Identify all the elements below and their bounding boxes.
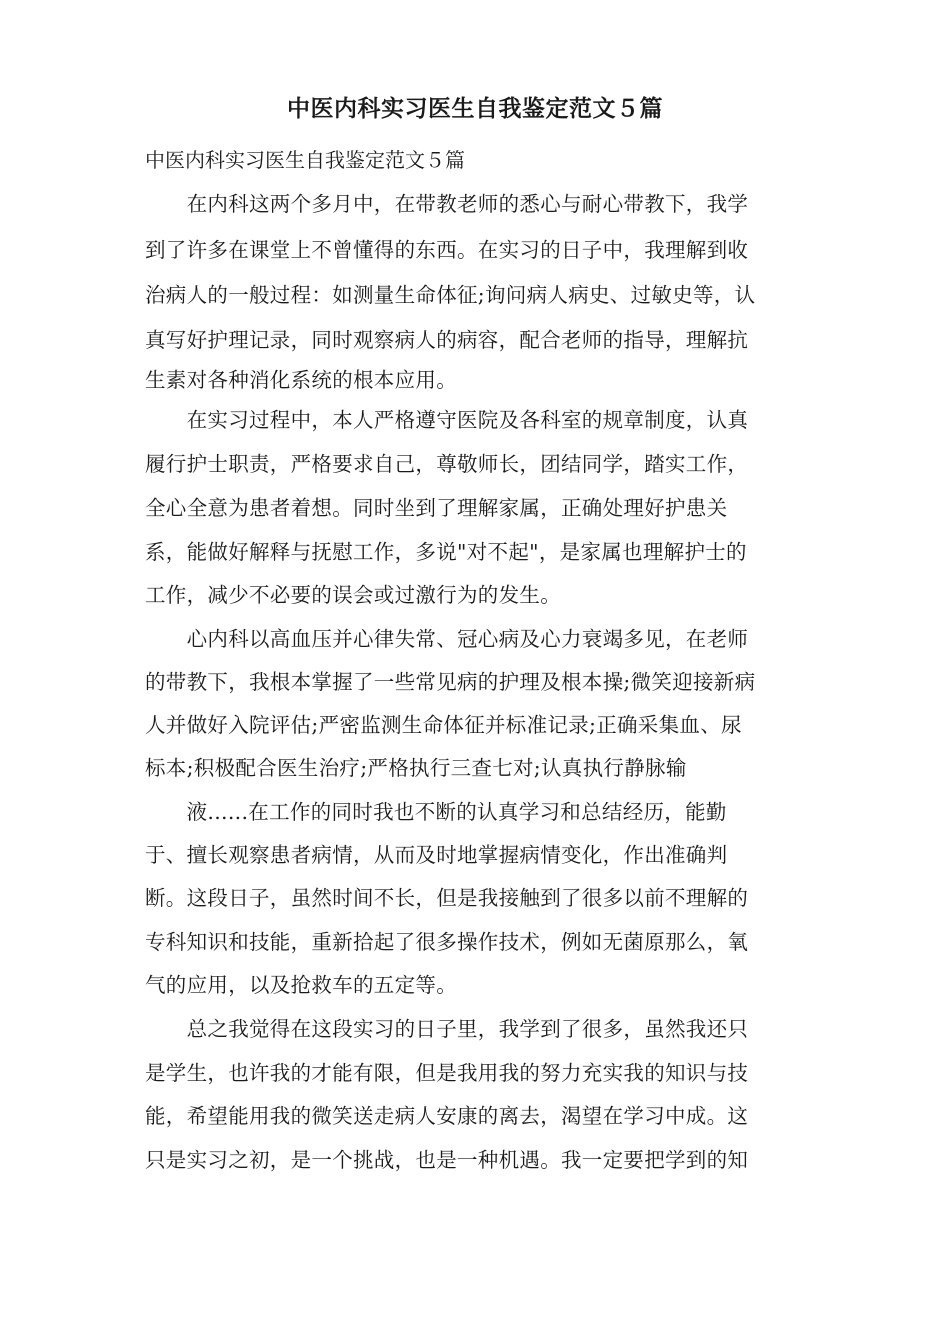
body-line: 履行护士职责，严格要求自己，尊敬师长，团结同学，踏实工作， — [145, 452, 749, 476]
body-line: 是学生，也许我的才能有限，但是我用我的努力充实我的知识与技 — [145, 1061, 749, 1085]
body-line: 断。这段日子，虽然时间不长，但是我接触到了很多以前不理解的 — [145, 886, 749, 910]
body-line: 到了许多在课堂上不曾懂得的东西。在实习的日子中，我理解到收 — [145, 238, 749, 262]
body-line: 专科知识和技能，重新拾起了很多操作技术，例如无菌原那么，氧 — [145, 930, 749, 954]
body-line: 在内科这两个多月中，在带教老师的悉心与耐心带教下，我学 — [145, 192, 749, 216]
body-line: 的带教下，我根本掌握了一些常见病的护理及根本操;微笑迎接新病 — [145, 670, 756, 694]
body-line: 真写好护理记录，同时观察病人的病容，配合老师的指导，理解抗 — [145, 328, 749, 352]
body-line: 工作，减少不必要的误会或过激行为的发生。 — [145, 583, 561, 607]
body-line: 治病人的一般过程：如测量生命体征;询问病人病史、过敏史等，认 — [145, 283, 756, 307]
body-line: 心内科以高血压并心律失常、冠心病及心力衰竭多见，在老师 — [145, 627, 749, 651]
body-line: 只是实习之初，是一个挑战，也是一种机遇。我一定要把学到的知 — [145, 1148, 749, 1172]
body-line: 人并做好入院评估;严密监测生命体征并标准记录;正确采集血、尿 — [145, 713, 742, 737]
body-line: 气的应用，以及抢救车的五定等。 — [145, 973, 457, 997]
document-title: 中医内科实习医生自我鉴定范文５篇 — [287, 95, 663, 122]
body-line: 在实习过程中，本人严格遵守医院及各科室的规章制度，认真 — [145, 408, 749, 432]
body-line: 总之我觉得在这段实习的日子里，我学到了很多，虽然我还只 — [145, 1017, 749, 1041]
body-line: 于、擅长观察患者病情，从而及时地掌握病情变化，作出准确判 — [145, 843, 728, 867]
document-subtitle: 中医内科实习医生自我鉴定范文５篇 — [145, 148, 465, 172]
body-line: 生素对各种消化系统的根本应用。 — [145, 368, 457, 392]
body-line: 全心全意为患者着想。同时坐到了理解家属，正确处理好护患关 — [145, 496, 728, 520]
body-line: 系，能做好解释与抚慰工作，多说"对不起"，是家属也理解护士的 — [145, 540, 747, 564]
body-line: 液......在工作的同时我也不断的认真学习和总结经历，能勤 — [145, 800, 727, 824]
body-line: 能，希望能用我的微笑送走病人安康的离去，渴望在学习中成。这 — [145, 1104, 749, 1128]
body-line: 标本;积极配合医生治疗;严格执行三查七对;认真执行静脉输 — [145, 756, 687, 780]
